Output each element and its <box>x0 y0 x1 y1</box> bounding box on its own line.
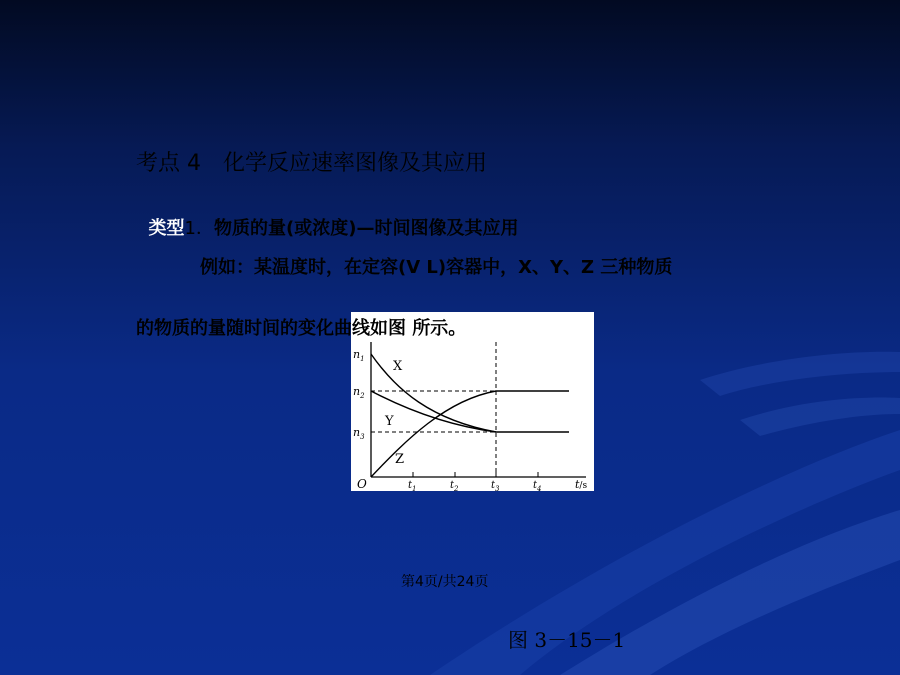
type-heading <box>136 193 518 240</box>
series-label-y: Y <box>385 414 394 429</box>
type-label: 类型 <box>148 218 185 239</box>
x-label-t1: $t_1$ <box>408 480 417 491</box>
type-title: 物质的量(或浓度)—时间图像及其应用 <box>214 218 519 239</box>
type-number: 1． <box>184 218 214 239</box>
page-number: 第4页/共24页 <box>401 574 489 590</box>
x-label-t3: $t_3$ <box>491 480 500 491</box>
example-paragraph-line2: 的物质的量随时间的变化曲线如图 所示。 <box>136 318 467 339</box>
x-axis-label: t/s <box>575 478 588 491</box>
y-label-n2: $n_2$ <box>353 385 365 400</box>
origin-label: O <box>357 477 367 491</box>
series-label-z: Z <box>395 452 405 467</box>
x-label-t2: $t_2$ <box>450 480 459 491</box>
figure-caption: 图 3－15－1 <box>508 628 626 652</box>
series-label-x: X <box>393 359 403 374</box>
section-heading: 考点 4 化学反应速率图像及其应用 <box>136 151 487 176</box>
x-label-t4: $t_4$ <box>533 480 542 491</box>
y-label-n1: $n_1$ <box>353 348 365 363</box>
y-label-n3: $n_3$ <box>353 426 365 441</box>
example-paragraph-line1: 例如：某温度时，在定容(V L)容器中，X、Y、Z 三种物质 <box>200 257 673 278</box>
